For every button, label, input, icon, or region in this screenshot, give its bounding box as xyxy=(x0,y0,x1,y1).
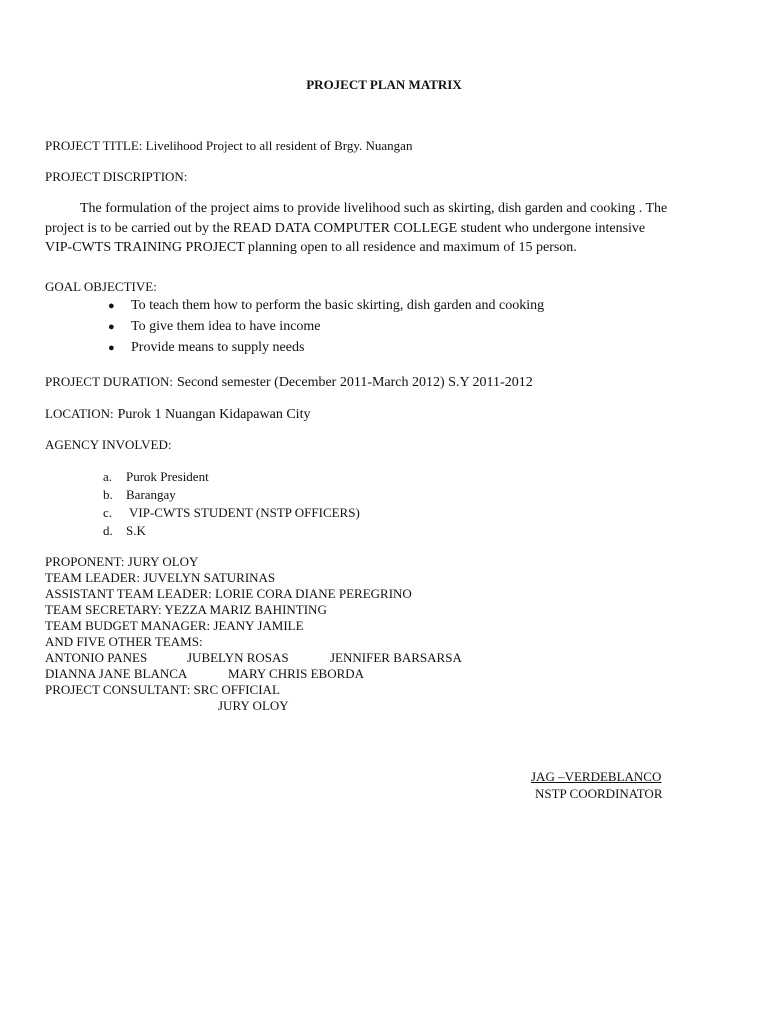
list-marker: d. xyxy=(103,523,113,538)
team-member: MARY CHRIS EBORDA xyxy=(228,666,365,681)
agency-involved-label: AGENCY INVOLVED: xyxy=(45,437,172,452)
team-member: ANTONIO PANES xyxy=(45,650,148,665)
description-line-2: project is to be carried out by the READ DATA COMPUTER COLLEGE student who undergone intensive xyxy=(45,221,646,236)
goal-item: Provide means to supply needs xyxy=(131,340,305,355)
duration-value: Second semester (December 2011-March 2012) S.Y 2011-2012 xyxy=(176,375,533,390)
proponent-line: PROPONENT: JURY OLOY xyxy=(45,554,199,569)
agency-item: VIP-CWTS STUDENT (NSTP OFFICERS) xyxy=(126,505,360,520)
goal-item: To give them idea to have income xyxy=(131,319,321,334)
team-secretary-line: TEAM SECRETARY: YEZZA MARIZ BAHINTING xyxy=(45,602,327,617)
assistant-team-leader-line: ASSISTANT TEAM LEADER: LORIE CORA DIANE PEREGRINO xyxy=(45,586,412,601)
signatory-title: NSTP COORDINATOR xyxy=(535,786,663,801)
list-marker: b. xyxy=(103,487,113,502)
location-line xyxy=(45,405,310,423)
document-title: PROJECT PLAN MATRIX xyxy=(306,77,462,92)
bullet-icon: ● xyxy=(108,342,115,354)
agency-item: Barangay xyxy=(126,487,176,502)
agency-item: Purok President xyxy=(126,469,209,484)
location-label: LOCATION: xyxy=(45,406,114,421)
bullet-icon: ● xyxy=(108,321,115,333)
list-marker: a. xyxy=(103,469,113,484)
consultant-name: JURY OLOY xyxy=(218,698,289,713)
project-title-line: PROJECT TITLE: Livelihood Project to all resident of Brgy. Nuangan xyxy=(45,138,413,153)
location-value: Purok 1 Nuangan Kidapawan City xyxy=(117,407,311,422)
project-duration-line xyxy=(45,373,533,391)
team-member: JENNIFER BARSARSA xyxy=(330,650,462,665)
description-line-1: The formulation of the project aims to provide livelihood such as skirting, dish garden and cooking . The xyxy=(80,201,668,216)
duration-label: PROJECT DURATION: xyxy=(45,374,173,389)
agency-item: S.K xyxy=(126,523,146,538)
goal-item: To teach them how to perform the basic skirting, dish garden and cooking xyxy=(131,298,545,313)
team-budget-manager-line: TEAM BUDGET MANAGER: JEANY JAMILE xyxy=(45,618,304,633)
team-leader-line: TEAM LEADER: JUVELYN SATURINAS xyxy=(45,570,276,585)
team-member: DIANNA JANE BLANCA xyxy=(45,666,188,681)
signatory-name: JAG –VERDEBLANCO xyxy=(531,769,662,784)
other-teams-label: AND FIVE OTHER TEAMS: xyxy=(45,634,203,649)
team-member: JUBELYN ROSAS xyxy=(187,650,289,665)
project-consultant-line: PROJECT CONSULTANT: SRC OFFICIAL xyxy=(45,682,280,697)
project-description-label: PROJECT DISCRIPTION: xyxy=(45,169,188,184)
bullet-icon: ● xyxy=(108,300,115,312)
list-marker: c. xyxy=(103,505,113,520)
goal-objective-label: GOAL OBJECTIVE: xyxy=(45,279,157,294)
description-line-3: VIP-CWTS TRAINING PROJECT planning open to all residence and maximum of 15 person. xyxy=(45,240,577,255)
